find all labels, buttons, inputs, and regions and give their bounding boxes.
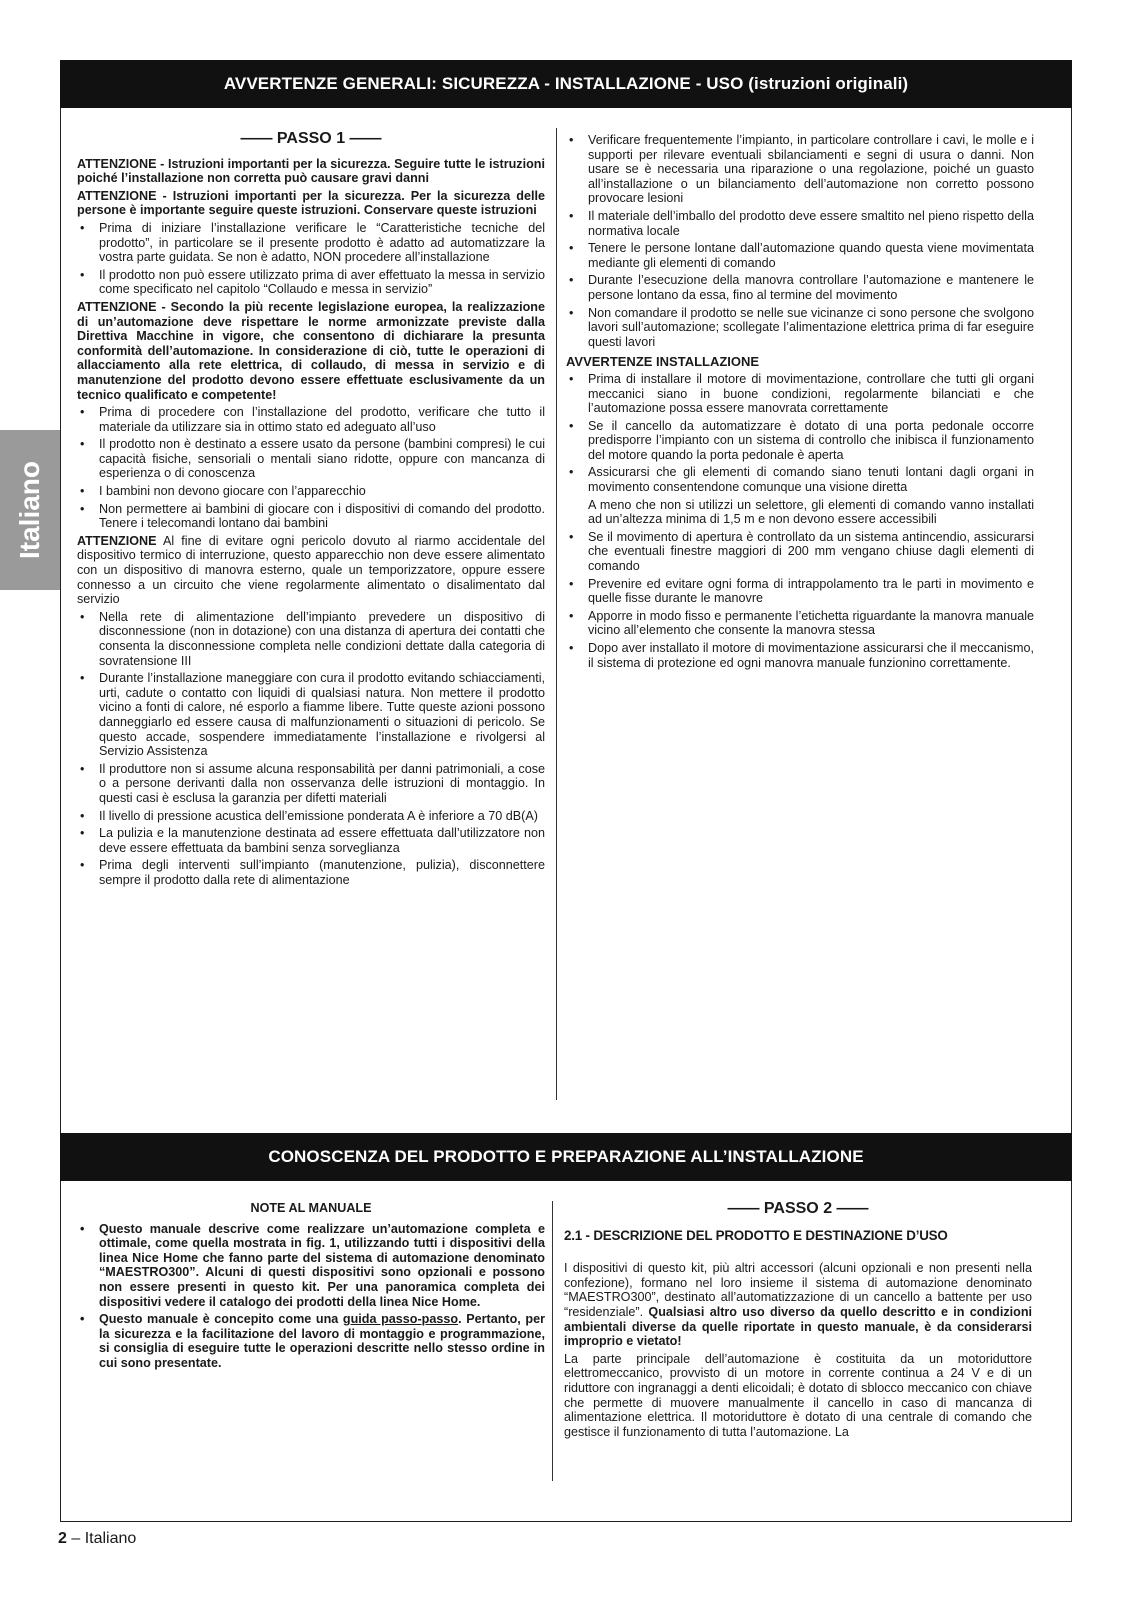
list-item: • Se il cancello da automatizzare è dotato di una porta pedonale occorre predisporre l’impianto con un sistema di controllo che inibisca il funzionamento del motore quando la porta pedonale è aperta <box>566 419 1034 463</box>
bullet-list <box>566 372 1034 670</box>
warning-text: Al fine di evitare ogni pericolo dovuto al riarmo accidentale del dispositivo termico di interruzione, questo apparecchio non deve essere alimentato con un dispositivo di manovra esterno, quale un temporizzatore, oppure essere connesso a un circuito che viene regolarmente alimentato o disalimentato dal servizio <box>77 533 545 607</box>
description-paragraph <box>564 1261 1032 1349</box>
safety-left-column <box>77 128 545 891</box>
list-item: • Il produttore non si assume alcuna responsabilità per danni patrimoniali, a cose o a persone derivanti dalla non osservanza delle istruzioni di montaggio. In questi casi è esclusa la garanzia per difetti materiali <box>77 762 545 806</box>
warning-label: ATTENZIONE <box>77 533 157 548</box>
warning-paragraph: ATTENZIONE - Istruzioni importanti per la sicurezza. Per la sicurezza delle persone è importante seguire queste istruzioni. Conservare queste istruzioni <box>77 188 545 218</box>
list-item-text: Questo manuale è concepito come una <box>99 1312 343 1327</box>
list-item: • Prevenire ed evitare ogni forma di intrappolamento tra le parti in movimento e quelle fisse durante le manovre <box>566 577 1034 606</box>
column-divider <box>556 128 557 1100</box>
page-number: 2 <box>58 1530 67 1547</box>
warning-paragraph: ATTENZIONE - Istruzioni importanti per la sicurezza. Seguire tutte le istruzioni poiché l’installazione non corretta può causare gravi danni <box>77 156 545 186</box>
section-header-safety <box>60 60 1072 108</box>
language-side-tab <box>0 430 60 590</box>
notes-title: NOTE AL MANUALE <box>250 1201 372 1215</box>
list-item-continuation: A meno che non si utilizzi un selettore, gli elementi di comando vanno installati ad un’altezza minima di 1,5 m e non devono essere accessibili <box>588 497 1034 527</box>
list-item-text: . Pertanto, per la sicurezza e la facilitazione del lavoro di montaggio e programmazione, si consiglia di eseguire tutte le operazioni descritte nello stesso ordine in cui sono presentate. <box>99 1312 545 1370</box>
description-column <box>564 1198 1032 1442</box>
bullet-list <box>77 221 545 297</box>
description-bold-text: Qualsiasi altro uso diverso da quello descritto e in condizioni ambientali diverse da quelle riportate in questo manuale, è da considerarsi improprio e vietato! <box>564 1304 1033 1349</box>
notes-column <box>77 1201 545 1374</box>
list-item: • Dopo aver installato il motore di movimentazione assicurarsi che il meccanismo, il sistema di protezione ed ogni manovra manuale funzionino correttamente. <box>566 641 1034 670</box>
bullet-list <box>77 1222 545 1371</box>
list-item: • Durante l’installazione maneggiare con cura il prodotto evitando schiacciamenti, urti, cadute o contatto con liquidi di qualsiasi natura. Non mettere il prodotto vicino a fonti di calore, né esporlo a fiamme libere. Tutte queste azioni possono danneggiarlo ed essere causa di malfunzionamenti o situazioni di pericolo. Se questo accade, sospendere immediatamente l’installazione e rivolgersi al Servizio Assistenza <box>77 671 545 759</box>
list-item <box>566 465 1034 526</box>
section-2-1-title: 2.1 - DESCRIZIONE DEL PRODOTTO E DESTINAZIONE D’USO <box>564 1227 948 1243</box>
description-paragraph: La parte principale dell’automazione è costituita da un motoriduttore elettromeccanico, provvisto di un motore in corrente continua a 24 V e di un riduttore con ingranaggi a denti elicoidali; è dotato di sblocco meccanico con chiave che permette di muovere manualmente il cancello in caso di mancanza di alimentazione elettrica. Il motoriduttore è dotato di una centrale di comando che gestisce il funzionamento di tutta l’automazione. La <box>564 1351 1032 1439</box>
warning-paragraph: ATTENZIONE - Secondo la più recente legislazione europea, la realizzazione di un’automazione deve rispettare le norme armonizzate previste dalla Direttiva Macchine in vigore, che consentono di dichiarare la presunta conformità dell’automazione. In considerazione di ciò, tutte le operazioni di allacciamento alla rete elettrica, di collaudo, di messa in servizio e di manutenzione del prodotto devono essere effettuate esclusivamente da un tecnico qualificato e competente! <box>77 299 545 402</box>
list-item: • Prima di installare il motore di movimentazione, controllare che tutti gli organi meccanici siano in buone condizioni, regolarmente bilanciati e che l’automazione possa essere manovrata correttamente <box>566 372 1034 416</box>
side-tab-label: Italiano <box>14 460 45 560</box>
step2-title: —— PASSO 2 —— <box>727 1200 869 1217</box>
guide-link-text: guida passo-passo <box>342 1312 459 1327</box>
bullet-list <box>77 405 545 531</box>
list-item: • Il livello di pressione acustica dell’emissione ponderata A è inferiore a 70 dB(A) <box>77 809 545 824</box>
list-item: • La pulizia e la manutenzione destinata ad essere effettuata dall’utilizzatore non deve essere effettuata da bambini senza sorveglianza <box>77 826 545 855</box>
bullet-list <box>566 133 1034 349</box>
list-item: • Questo manuale descrive come realizzare un’automazione completa e ottimale, come quella mostrata in fig. 1, utilizzando tutti i dispositivi della linea Nice Home che fanno parte del sistema di automazione denominato “MAESTRO300”. Alcuni di questi dispositivi sono opzionali e possono non essere presenti in questo kit. Per una panoramica completa dei dispositivi vedere il catalogo dei prodotti della linea Nice Home. <box>77 1222 545 1310</box>
list-item: • Non comandare il prodotto se nelle sue vicinanze ci sono persone che svolgono lavori sull’automazione; scollegate l’alimentazione elettrica prima di far eseguire questi lavori <box>566 306 1034 350</box>
list-item: • Verificare frequentemente l’impianto, in particolare controllare i cavi, le molle e i supporti per rilevare eventuali sbilanciamenti e segni di usura o danni. Non usare se è necessaria una riparazione o una regolazione, poiché un guasto all’installazione o un bilanciamento dell’automazione non corretto possono provocare lesioni <box>566 133 1034 206</box>
list-item: • Nella rete di alimentazione dell’impianto prevedere un dispositivo di disconnessione (non in dotazione) con una distanza di apertura dei contatti che consenta la disconnessione completa nelle condizioni dettate dalla categoria di sovratensione III <box>77 610 545 668</box>
safety-right-column <box>566 133 1034 673</box>
list-item: • Il prodotto non è destinato a essere usato da persone (bambini compresi) le cui capacità fisiche, sensoriali o mentali siano ridotte, oppure con mancanza di esperienza o di conoscenza <box>77 437 545 481</box>
description-text: I dispositivi di questo kit, più altri accessori (alcuni opzionali e non presenti nella confezione), formano nel loro insieme il sistema di automazione denominato “MAESTRO300”, destinato all’automatizzazione di un cancello a battente per uso “residenziale”. <box>564 1261 1032 1319</box>
section-header-product <box>60 1133 1072 1181</box>
step1-title: —— PASSO 1 —— <box>240 130 382 147</box>
column-divider <box>552 1201 553 1481</box>
list-item: • I bambini non devono giocare con l’apparecchio <box>77 484 545 499</box>
section-header-product-text: CONOSCENZA DEL PRODOTTO E PREPARAZIONE ALL’INSTALLAZIONE <box>268 1147 864 1166</box>
section-header-safety-text: AVVERTENZE GENERALI: SICUREZZA - INSTALLAZIONE - USO (istruzioni originali) <box>223 74 909 93</box>
list-item: • Tenere le persone lontane dall’automazione quando questa viene movimentata mediante gli elementi di comando <box>566 241 1034 270</box>
list-item <box>77 1312 545 1370</box>
warning-paragraph <box>77 534 545 607</box>
list-item: • Se il movimento di apertura è controllato da un sistema antincendio, assicurarsi che eventuali finestre maggiori di 200 mm vengano chiuse dagli elementi di comando <box>566 530 1034 574</box>
list-item: • Apporre in modo fisso e permanente l’etichetta riguardante la manovra manuale vicino all’elemento che consente la manovra stessa <box>566 609 1034 638</box>
bullet-list <box>77 610 545 888</box>
list-item: • Prima di procedere con l’installazione del prodotto, verificare che tutto il materiale da utilizzare sia in ottimo stato ed adeguato all’uso <box>77 405 545 434</box>
installation-warnings-title: AVVERTENZE INSTALLAZIONE <box>566 354 760 370</box>
list-item: • Prima degli interventi sull’impianto (manutenzione, pulizia), disconnettere sempre il prodotto dalla rete di alimentazione <box>77 858 545 887</box>
list-item: • Durante l’esecuzione della manovra controllare l’automazione e mantenere le persone lontano da essa, fino al termine del movimento <box>566 273 1034 302</box>
list-item: • Non permettere ai bambini di giocare con i dispositivi di comando del prodotto. Tenere i telecomandi lontano dai bambini <box>77 502 545 531</box>
list-item: • Il materiale dell’imballo del prodotto deve essere smaltito nel pieno rispetto della normativa locale <box>566 209 1034 238</box>
footer-language: – Italiano <box>66 1530 137 1547</box>
list-item: • Prima di iniziare l’installazione verificare le “Caratteristiche tecniche del prodotto”, in particolare se il presente prodotto è adatto ad automatizzare la vostra parte guidata. Se non è adatto, NON procedere all’installazione <box>77 221 545 265</box>
list-item: • Il prodotto non può essere utilizzato prima di aver effettuato la messa in servizio come specificato nel capitolo “Collaudo e messa in servizio” <box>77 268 545 297</box>
list-item-text: Assicurarsi che gli elementi di comando siano tenuti lontani dagli organi in movimento consentendone comunque una visione diretta <box>588 465 1034 495</box>
page-footer <box>58 1530 136 1548</box>
